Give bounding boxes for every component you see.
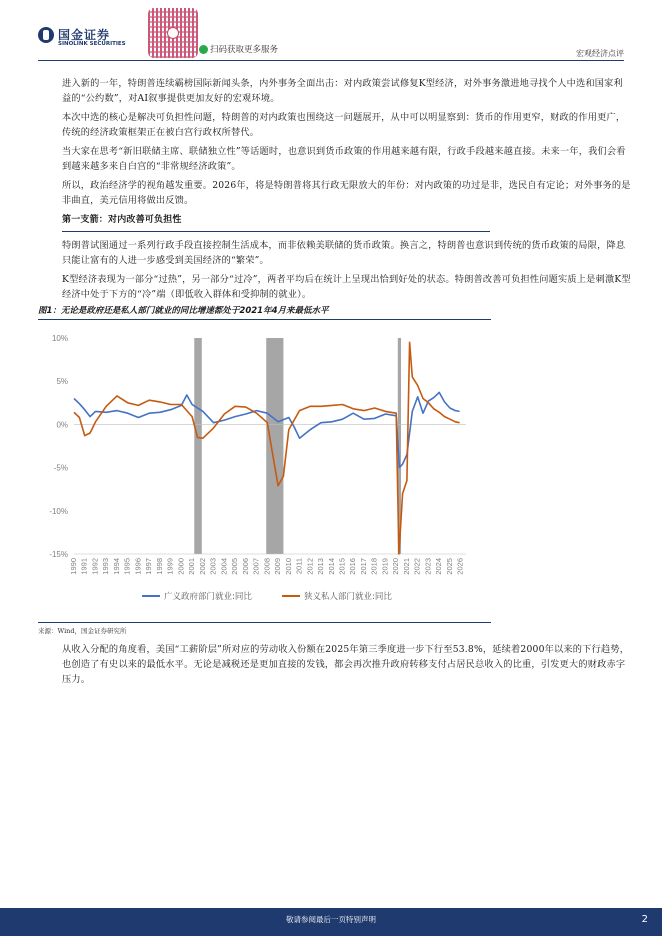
x-tick-label: 2010 bbox=[283, 558, 293, 575]
chart-axes bbox=[49, 334, 466, 575]
x-tick-label: 2023 bbox=[423, 558, 433, 575]
x-tick-label: 1994 bbox=[111, 558, 121, 575]
x-tick-label: 2022 bbox=[412, 558, 422, 575]
x-tick-label: 2024 bbox=[434, 558, 444, 575]
header-divider bbox=[38, 60, 624, 61]
x-tick-label: 1997 bbox=[144, 558, 154, 575]
x-tick-label: 2025 bbox=[444, 558, 454, 575]
wechat-icon bbox=[199, 45, 208, 54]
paragraph-1: 进入新的一年，特朗普连续霸榜国际新闻头条，内外事务全面出击：对内政策尝试修复K型经济，对外事务激进地寻找个人中选和国家利益的“公约数”，对AI叙事提供更加友好的宏观环境。 bbox=[62, 78, 623, 104]
x-tick-label: 1998 bbox=[154, 558, 164, 575]
body-section-1 bbox=[62, 76, 632, 306]
x-tick-label: 2013 bbox=[316, 558, 326, 575]
x-tick-label: 2011 bbox=[294, 558, 304, 575]
paragraph-7: 从收入分配的角度看，美国“工薪阶层”所对应的劳动收入份额在2025年第三季度进一步下行至53.8%，延续着2000年以来的下行趋势，也创造了有史以来的最低水平。无论是减税还是更加直接的发钱，都会再次推升政府转移支付占居民总收入的比重，引发更大的财政赤字压力。 bbox=[62, 644, 630, 685]
x-tick-label: 2020 bbox=[391, 558, 401, 575]
body-section-2 bbox=[62, 642, 632, 691]
recession-band-1 bbox=[266, 338, 283, 554]
x-tick-label: 1990 bbox=[69, 558, 78, 575]
x-tick-label: 2005 bbox=[230, 558, 240, 575]
x-tick-label: 2021 bbox=[401, 558, 411, 575]
x-tick-label: 2018 bbox=[369, 558, 379, 575]
x-tick-label: 2001 bbox=[187, 558, 197, 575]
x-tick-label: 2019 bbox=[380, 558, 390, 575]
x-tick-label: 1996 bbox=[133, 558, 143, 575]
qr-center-logo-icon bbox=[167, 27, 179, 39]
legend-label-0: 广义政府部门就业:同比 bbox=[164, 592, 252, 602]
x-tick-label: 1993 bbox=[101, 558, 111, 575]
report-category: 宏观经济点评 bbox=[576, 49, 624, 58]
x-tick-label: 2000 bbox=[176, 558, 186, 575]
x-tick-label: 2015 bbox=[337, 558, 347, 575]
logo-english-name: SINOLINK SECURITIES bbox=[58, 41, 126, 47]
x-tick-label: 2008 bbox=[262, 558, 272, 575]
x-tick-label: 2017 bbox=[358, 558, 368, 575]
disclaimer-notice[interactable]: 敬请参阅最后一页特别声明 bbox=[286, 915, 376, 924]
x-tick-label: 1991 bbox=[79, 558, 89, 575]
y-tick-label: -15% bbox=[49, 550, 68, 559]
recession-bands bbox=[194, 338, 401, 554]
figure-title: 图1：无论是政府还是私人部门就业的同比增速都处于2021年4月来最低水平 bbox=[38, 304, 491, 320]
x-tick-label: 2004 bbox=[219, 558, 229, 575]
x-tick-label: 1995 bbox=[122, 558, 132, 575]
paragraph-6: K型经济表现为一部分“过热”，另一部分“过冷”，两者平均后在统计上呈现出恰到好处的状态。特朗普改善可负担性问题实质上是刺激K型经济中处于下方的“冷”端（即低收入群体和受抑制的就业）。 bbox=[62, 274, 631, 300]
chart-legend bbox=[142, 591, 392, 602]
x-tick-label: 1999 bbox=[165, 558, 175, 575]
x-tick-label: 2009 bbox=[273, 558, 283, 575]
x-tick-label: 2006 bbox=[240, 558, 250, 575]
sinolink-logo-icon bbox=[38, 27, 54, 43]
employment-yoy-chart bbox=[38, 322, 498, 614]
x-tick-label: 2016 bbox=[348, 558, 358, 575]
x-tick-label: 2012 bbox=[305, 558, 315, 575]
paragraph-4: 所以，政治经济学的视角越发重要。2026年，将是特朗普将其行政无限放大的年份：对内政策的功过是非，选民自有定论；对外事务的是非曲直，美元信用将做出反馈。 bbox=[62, 180, 631, 206]
x-tick-label: 1992 bbox=[90, 558, 100, 575]
x-tick-label: 2007 bbox=[251, 558, 261, 575]
section-title: 第一支箭：对内改善可负担性 bbox=[62, 212, 490, 232]
paragraph-5: 特朗普试图通过一系列行政手段直接控制生活成本，而非依赖美联储的货币政策。换言之，特朗普也意识到传统的货币政策的局限，降息只能让富有的人进一步感受到美国经济的“繁荣”。 bbox=[62, 240, 626, 266]
page-number: 2 bbox=[641, 914, 648, 925]
paragraph-2: 本次中选的核心是解决可负担性问题，特朗普的对内政策也围绕这一问题展开，从中可以明显察到：货币的作用更窄，财政的作用更广，传统的经济政策框架正在被白宫行政权所替代。 bbox=[62, 112, 626, 138]
x-tick-label: 2003 bbox=[208, 558, 218, 575]
recession-band-0 bbox=[194, 338, 202, 554]
x-tick-label: 2026 bbox=[455, 558, 465, 575]
page-header bbox=[0, 0, 662, 62]
paragraph-3: 当大家在思考“新旧联储主席、联储独立性”等话题时，也意识到货币政策的作用越来越有限，行政手段越来越直接。未来一年，我们会看到越来越多来自白宫的“非常规经济政策”。 bbox=[62, 146, 626, 172]
x-tick-label: 2002 bbox=[197, 558, 207, 575]
y-tick-label: 10% bbox=[51, 334, 68, 343]
y-tick-label: -10% bbox=[49, 506, 68, 516]
scan-hint: 扫码获取更多服务 bbox=[210, 45, 279, 55]
y-tick-label: -5% bbox=[53, 463, 68, 473]
page-footer bbox=[0, 908, 662, 936]
legend-label-1: 狭义私人部门就业:同比 bbox=[304, 592, 392, 602]
figure-source: 来源：Wind，国金证券研究所 bbox=[38, 622, 491, 635]
y-tick-label: 0% bbox=[56, 420, 68, 430]
x-tick-label: 2014 bbox=[326, 558, 336, 575]
logo-chinese-name: 国金证券 bbox=[58, 28, 111, 42]
y-tick-label: 5% bbox=[56, 377, 68, 387]
